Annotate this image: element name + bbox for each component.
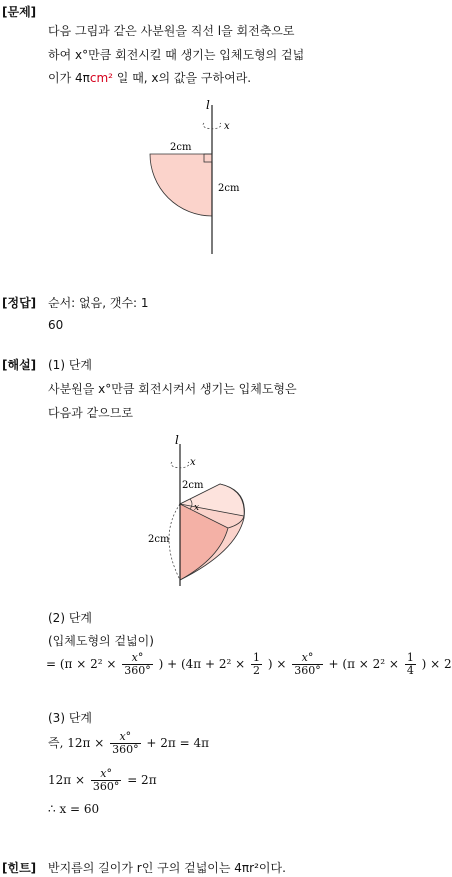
angle-label-x-2: x — [190, 457, 196, 468]
hint-line: 반지름의 길이가 r인 구의 겉넓이는 4πr²이다. — [48, 861, 286, 875]
eq4-part-b: = 2π — [127, 773, 157, 787]
step-1-label: (1) 단계 — [48, 358, 92, 372]
solution-figure — [140, 432, 260, 592]
answer-line-1: 순서: 없음, 갯수: 1 — [48, 296, 149, 310]
eq4-fraction-den: 360° — [92, 780, 120, 793]
answer-tag: [정답] — [2, 296, 37, 310]
problem-line-3-pre: 이가 4π — [48, 71, 90, 85]
eq2-fraction-2-den: 2 — [253, 664, 260, 677]
axis-label-l: l — [206, 98, 210, 112]
eq2-fraction-3-num: x° — [292, 652, 323, 665]
solution-tag: [해설] — [2, 358, 37, 372]
eq2-fraction-1 — [122, 652, 153, 677]
eq3-fraction-num: x° — [110, 731, 141, 744]
eq2-fraction-3 — [292, 652, 323, 677]
step-1-line-1: 사분원을 x°만큼 회전시켜서 생기는 입체도형은 — [48, 382, 297, 396]
eq2-part-d: + (π × 2² × — [328, 657, 399, 671]
quarter-circle-shape — [150, 154, 212, 216]
radius-label-top-2: 2cm — [182, 480, 204, 491]
problem-line-2: 하여 x°만큼 회전시킬 때 생기는 입체도형의 겉넓 — [48, 48, 305, 62]
eq2-fraction-4-num: 1 — [406, 651, 414, 664]
eq2-part-e: ) × 2 — [421, 657, 452, 671]
eq3-part-b: + 2π = 4π — [146, 736, 210, 750]
hint-tag: [힌트] — [2, 861, 37, 875]
eq2-fraction-2 — [251, 652, 262, 677]
equation-5-conclusion: ∴ x = 60 — [48, 802, 100, 816]
eq4-fraction — [91, 768, 122, 793]
apex-angle-label-x: x — [194, 503, 200, 513]
equation-4 — [48, 768, 157, 793]
problem-line-3 — [48, 69, 251, 86]
eq2-fraction-1-num: x° — [122, 652, 153, 665]
eq2-fraction-1-den: 360° — [124, 664, 151, 677]
step-2-surface-area-label: (입체도형의 겉넓이) — [48, 634, 154, 648]
eq3-fraction — [110, 731, 141, 756]
step-2-label: (2) 단계 — [48, 611, 92, 625]
step-1-line-2: 다음과 같으므로 — [48, 406, 133, 420]
eq4-fraction-num: x° — [91, 768, 122, 781]
eq4-part-a: 12π × — [48, 773, 86, 787]
eq2-fraction-4 — [405, 652, 416, 677]
problem-figure — [140, 97, 260, 257]
eq3-part-a: 즉, 12π × — [48, 736, 105, 750]
eq2-fraction-4-den: 4 — [406, 664, 414, 677]
problem-tag: [문제] — [2, 5, 37, 19]
answer-value: 60 — [48, 318, 64, 332]
problem-unit: cm² — [89, 71, 113, 85]
eq2-part-c: ) × — [267, 657, 287, 671]
axis-label-l-2: l — [175, 433, 179, 447]
eq2-part-a: = (π × 2² × — [46, 657, 117, 671]
eq3-fraction-den: 360° — [112, 743, 139, 756]
angle-label-x: x — [224, 121, 230, 132]
problem-line-1: 다음 그림과 같은 사분원을 직선 l을 회전축으로 — [48, 24, 295, 38]
equation-3 — [48, 731, 209, 756]
problem-line-3-post: 일 때, x의 값을 구하여라. — [112, 71, 252, 85]
radius-label-side-2: 2cm — [148, 534, 170, 545]
eq2-fraction-2-num: 1 — [253, 651, 260, 664]
hidden-arc — [169, 504, 180, 580]
step-3-label: (3) 단계 — [48, 711, 92, 725]
eq2-part-b: ) + (4π + 2² × — [158, 657, 246, 671]
equation-2 — [46, 652, 452, 677]
radius-label-top: 2cm — [170, 142, 192, 153]
eq2-fraction-3-den: 360° — [294, 664, 321, 677]
radius-label-side: 2cm — [218, 183, 240, 194]
